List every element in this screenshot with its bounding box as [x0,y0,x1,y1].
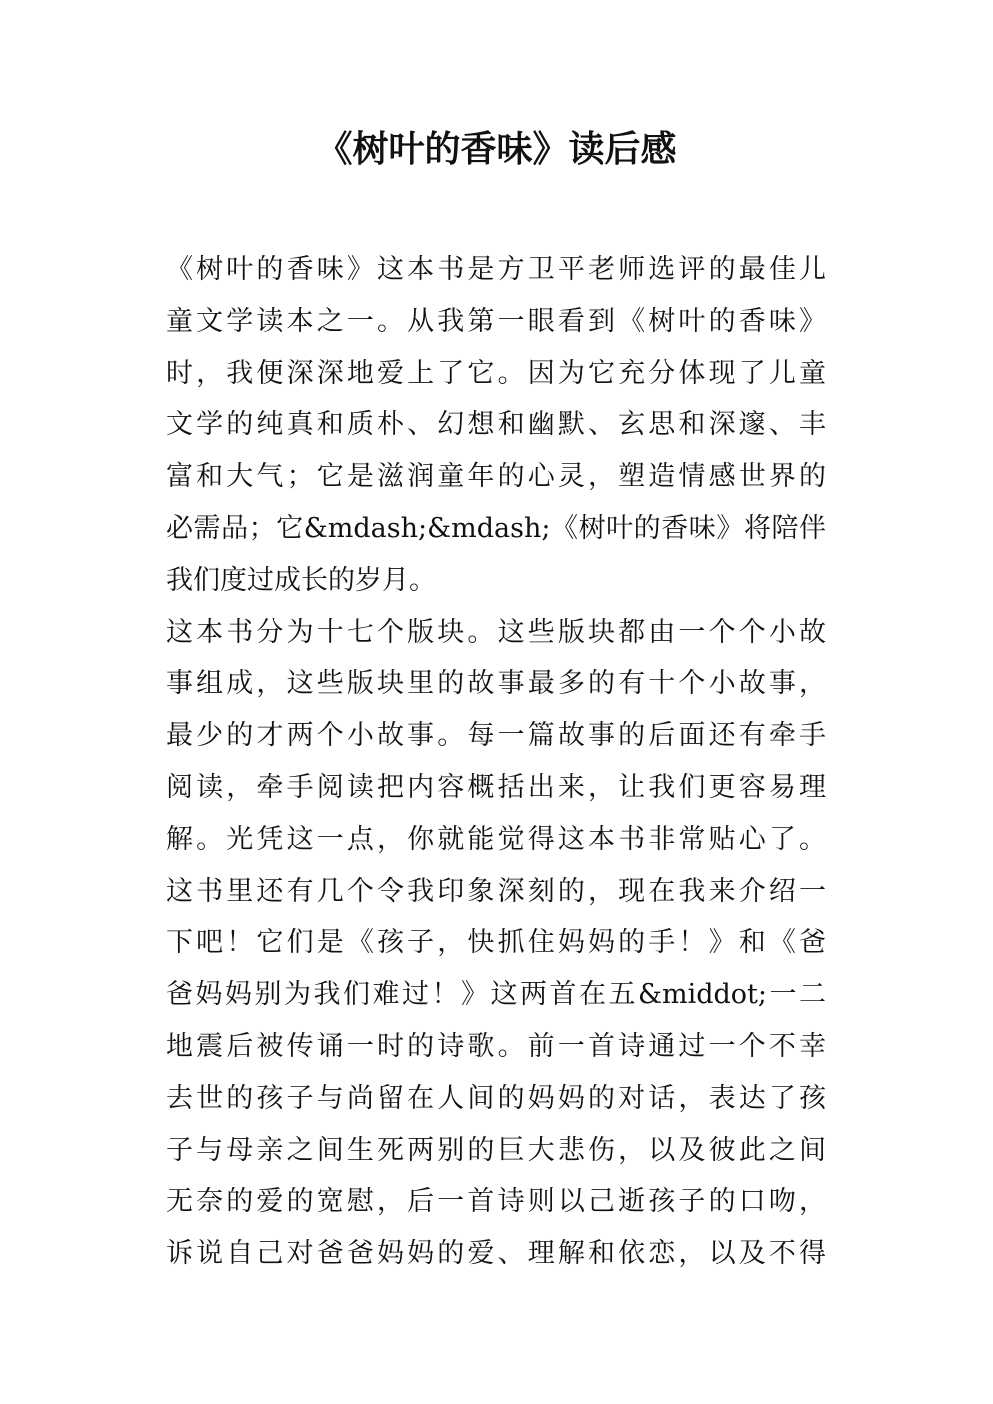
document-body [166,244,826,1280]
document-title: 《树叶的香味》读后感 [316,129,677,170]
text-line: 时，我便深深地爱上了它。因为它充分体现了儿童 [166,357,826,389]
text-line: 富和大气；它是滋润童年的心灵，塑造情感世界的 [166,461,826,493]
text-line: 诉说自己对爸爸妈妈的爱、理解和依恋，以及不得 [166,1238,826,1270]
text-line: 文学的纯真和质朴、幻想和幽默、玄思和深邃、丰 [166,409,826,441]
text-line: 地震后被传诵一时的诗歌。前一首诗通过一个不幸 [166,1030,826,1062]
text-line: 这本书分为十七个版块。这些版块都由一个个小故 [166,616,826,648]
text-line: 最少的才两个小故事。每一篇故事的后面还有牵手 [166,720,826,752]
text-line: 解。光凭这一点，你就能觉得这本书非常贴心了。 [166,823,826,855]
text-line: 去世的孩子与尚留在人间的妈妈的对话，表达了孩 [166,1082,826,1114]
text-line: 童文学读本之一。从我第一眼看到《树叶的香味》 [166,305,826,337]
text-line: 事组成，这些版块里的故事最多的有十个小故事， [166,668,826,700]
text-line: 这书里还有几个令我印象深刻的，现在我来介绍一 [166,875,826,907]
text-line: 爸妈妈别为我们难过！》这两首在五&middot;一二 [166,979,826,1011]
text-line: 无奈的爱的宽慰，后一首诗则以己逝孩子的口吻， [166,1186,826,1218]
text-line: 必需品；它&mdash;&mdash;《树叶的香味》将陪伴 [166,512,826,544]
text-line: 下吧！它们是《孩子，快抓住妈妈的手！》和《爸 [166,927,826,959]
text-line: 子与母亲之间生死两别的巨大悲伤，以及彼此之间 [166,1134,826,1166]
text-line: 《树叶的香味》这本书是方卫平老师选评的最佳儿 [166,254,826,285]
text-line: 阅读，牵手阅读把内容概括出来，让我们更容易理 [166,771,826,803]
text-line: 我们度过成长的岁月。 [166,564,436,596]
